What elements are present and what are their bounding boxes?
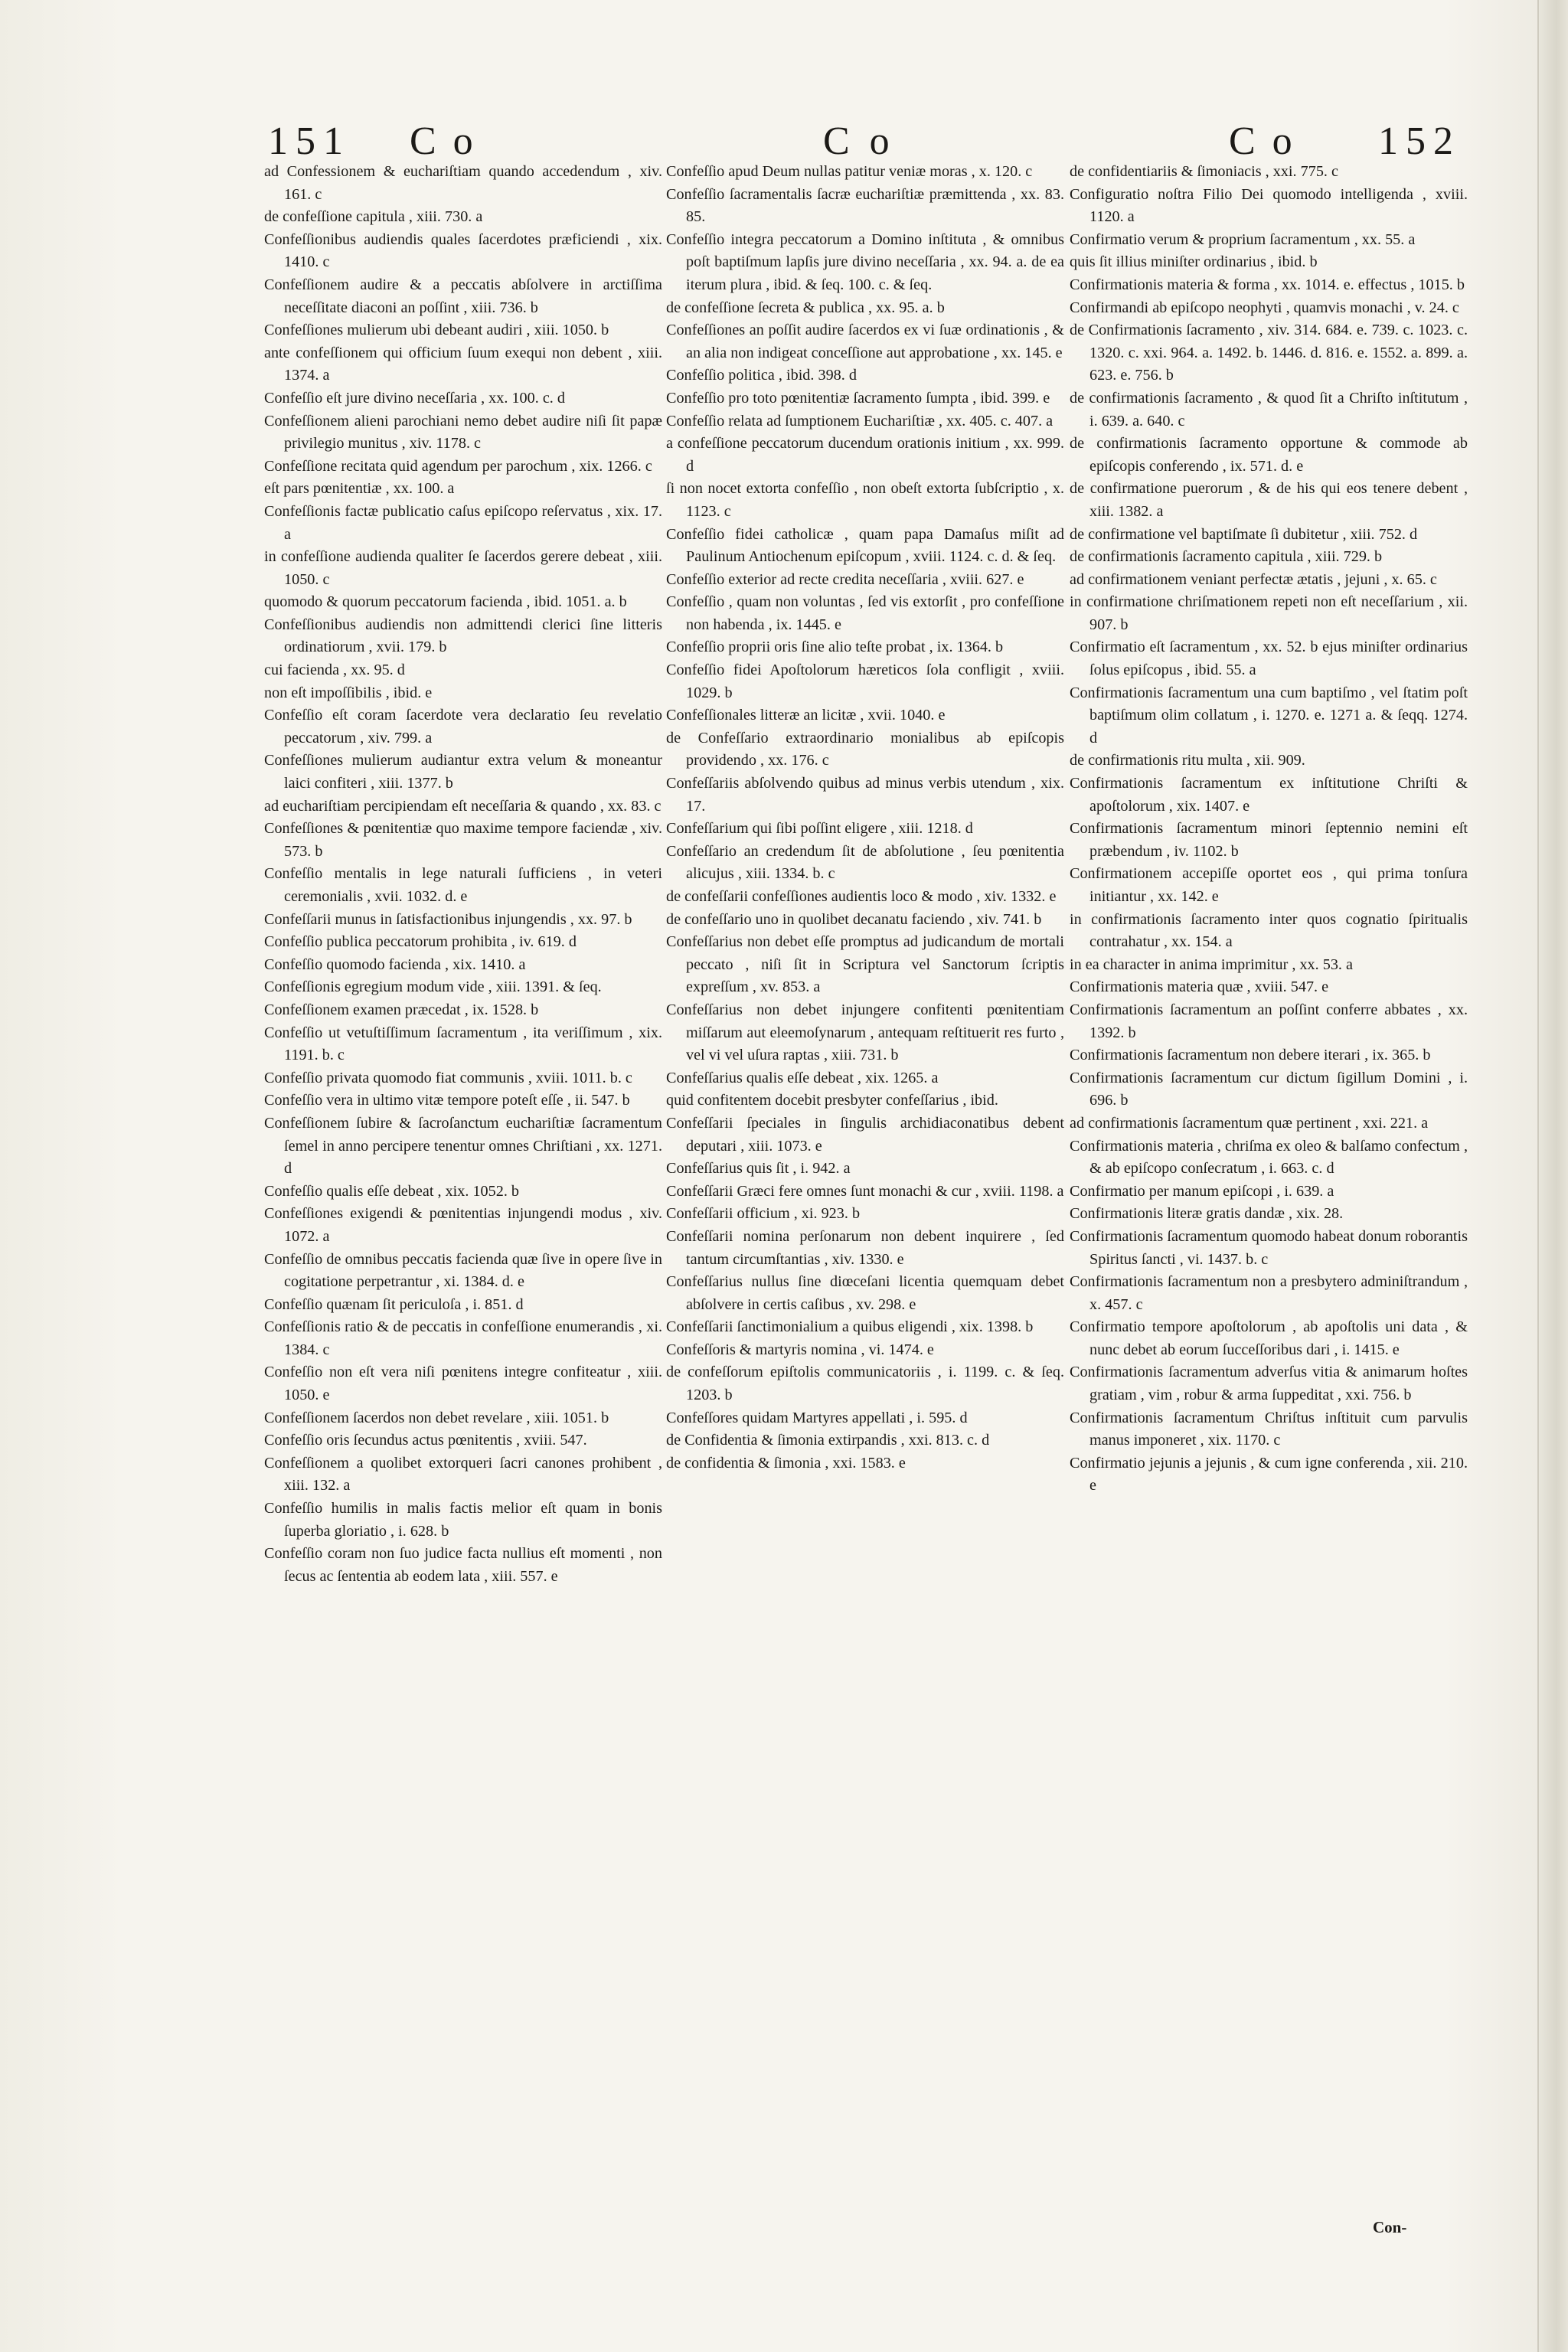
- index-entry: Confeſſiones mulierum audiantur extra velum & moneantur laici confiteri , xiii. 1377. b: [264, 752, 662, 792]
- index-entry: Confirmatio tempore apoſtolorum , ab apoſtolis uni data , & nunc debet ab eorum ſucceſſoribus dari , i. 1415. e: [1070, 1318, 1468, 1358]
- index-entry: Confirmationis materia & forma , xx. 1014. e. effectus , 1015. b: [1070, 276, 1465, 293]
- index-entry: Confeſſione recitata quid agendum per parochum , xix. 1266. c: [264, 457, 652, 475]
- index-entry: Confeſſio relata ad ſumptionem Euchariſtiæ , xx. 405. c. 407. a: [666, 412, 1054, 430]
- index-entry: non eſt impoſſibilis , ibid. e: [264, 684, 433, 701]
- index-entry: de confirmationis ſacramento opportune & commode ab epiſcopis conferendo , ix. 571. d. e: [1070, 435, 1468, 475]
- index-entry: Confeſſio qualis eſſe debeat , xix. 1052. b: [264, 1182, 520, 1200]
- index-entry: Confeſſionem a quolibet extorqueri ſacri canones prohibent , xiii. 132. a: [264, 1454, 662, 1494]
- index-entry: Confeſſiones & pœnitentiæ quo maxime tempore faciendæ , xiv. 573. b: [264, 820, 662, 860]
- index-entry: ad euchariſtiam percipiendam eſt neceſſaria & quando , xx. 83. c: [264, 797, 662, 815]
- index-entry: Confirmatio eſt ſacramentum , xx. 52. b ejus miniſter ordinarius ſolus epiſcopus , ibid. 55. a: [1070, 639, 1468, 679]
- index-entry: Confeſſarium qui ſibi poſſint eligere , xiii. 1218. d: [666, 820, 973, 838]
- index-entry: Confeſſio ut vetuſtiſſimum ſacramentum , ita veriſſimum , xix. 1191. b. c: [264, 1024, 662, 1064]
- index-entry: Confeſſio quænam ſit periculoſa , i. 851. d: [264, 1295, 524, 1313]
- index-entry: de confirmationis ſacramento capitula , xiii. 729. b: [1070, 548, 1383, 566]
- index-entry: Confeſſionem ſubire & ſacroſanctum euchariſtiæ ſacramentum ſemel in anno percipere tenentur omnes Chriſtiani , xx. 1271. d: [264, 1114, 662, 1178]
- index-entry: ad confirmationem veniant perfectæ ætatis , jejuni , x. 65. c: [1070, 570, 1437, 588]
- index-entry: Confeſſario an credendum ſit de abſolutione , ſeu pœnitentia alicujus , xiii. 1334. b. c: [666, 842, 1064, 883]
- index-entry: Confirmationis materia quæ , xviii. 547. e: [1070, 978, 1329, 996]
- index-entry: Confeſſio mentalis in lege naturali ſufficiens , in veteri ceremonialis , xvii. 1032. d. e: [264, 865, 662, 905]
- index-entry: de confirmationis ſacramento , & quod ſit a Chriſto inſtitutum , i. 639. a. 640. c: [1070, 389, 1468, 430]
- index-entry: de confeſſorum epiſtolis communicatoriis , i. 1199. c. & ſeq. 1203. b: [666, 1364, 1064, 1404]
- index-entry: Confirmationis ſacramentum ex inſtitutione Chriſti & apoſtolorum , xix. 1407. e: [1070, 775, 1468, 815]
- index-column-1: [264, 161, 662, 1588]
- index-entry: de Confirmationis ſacramento , xiv. 314. 684. e. 739. c. 1023. c. 1320. c. xxi. 964. a. 1492. b. 1446. d. 816. e. 1552. a. 899. a. 623. e. 756. b: [1070, 322, 1468, 384]
- index-entry: ante confeſſionem qui officium ſuum exequi non debent , xiii. 1374. a: [264, 344, 662, 384]
- index-entry: Confeſſio exterior ad recte credita neceſſaria , xviii. 627. e: [666, 570, 1024, 588]
- index-entry: Confeſſionales litteræ an licitæ , xvii. 1040. e: [666, 707, 946, 724]
- index-entry: de Confeſſario extraordinario monialibus ab epiſcopis providendo , xx. 176. c: [666, 729, 1064, 769]
- index-entry: Confeſſarii ſpeciales in ſingulis archidiaconatibus debent deputari , xiii. 1073. e: [666, 1114, 1064, 1155]
- index-entry: de confeſſione ſecreta & publica , xx. 95. a. b: [666, 299, 945, 316]
- index-entry: ſi non nocet extorta confeſſio , non obeſt extorta ſubſcriptio , x. 1123. c: [666, 480, 1064, 520]
- index-entry: Confeſſio vera in ultimo vitæ tempore poteſt eſſe , ii. 547. b: [264, 1092, 630, 1109]
- index-entry: Confirmationis ſacramentum non a presbytero adminiſtrandum , x. 457. c: [1070, 1273, 1468, 1313]
- index-entry: Confeſſio de omnibus peccatis facienda quæ ſive in opere ſive in cogitatione perpetrantur , xi. 1384. d. e: [264, 1250, 662, 1291]
- index-entry: Confirmationis literæ gratis dandæ , xix. 28.: [1070, 1205, 1344, 1223]
- index-entry: Confeſſarius quis ſit , i. 942. a: [666, 1160, 851, 1178]
- index-entry: Confeſſariis abſolvendo quibus ad minus verbis utendum , xix. 17.: [666, 775, 1064, 815]
- center-running-head: Co: [823, 119, 910, 163]
- index-entry: Confeſſio eſt coram ſacerdote vera declaratio ſeu revelatio peccatorum , xiv. 799. a: [264, 707, 662, 746]
- index-entry: de Confidentia & ſimonia extirpandis , xxi. 813. c. d: [666, 1432, 990, 1449]
- index-entry: de confidentia & ſimonia , xxi. 1583. e: [666, 1454, 906, 1472]
- index-entry: Confeſſio proprii oris ſine alio teſte probat , ix. 1364. b: [666, 639, 1004, 656]
- index-entry: Confeſſionis factæ publicatio caſus epiſcopo reſervatus , xix. 17. a: [264, 502, 662, 543]
- index-entry: Confeſſiones mulierum ubi debeant audiri , xiii. 1050. b: [264, 322, 609, 339]
- index-entry: Confirmationis ſacramentum an poſſint conferre abbates , xx. 1392. b: [1070, 1001, 1468, 1041]
- page-edge: [1537, 0, 1568, 2352]
- index-column-3: [1070, 161, 1468, 1498]
- index-entry: de confidentiariis & ſimoniacis , xxi. 775. c: [1070, 163, 1338, 180]
- index-entry: Confeſſio humilis in malis factis melior eſt quam in bonis ſuperba gloriatio , i. 628. b: [264, 1500, 662, 1540]
- index-entry: Confeſſionis egregium modum vide , xiii. 1391. & ſeq.: [264, 978, 602, 996]
- index-entry: Confeſſarii Græci fere omnes ſunt monachi & cur , xviii. 1198. a: [666, 1182, 1064, 1200]
- index-entry: Confirmatio jejunis a jejunis , & cum igne conferenda , xii. 210. e: [1070, 1454, 1468, 1494]
- index-entry: Confeſſio fidei Apoſtolorum hæreticos ſola confligit , xviii. 1029. b: [666, 662, 1064, 701]
- index-entry: Confeſſarius non debet eſſe promptus ad judicandum de mortali peccato , niſi ſit in Scriptura vel Sanctorum ſcriptis expreſſum , xv. 853. a: [666, 933, 1064, 996]
- index-entry: Confeſſio pro toto pœnitentiæ ſacramento ſumpta , ibid. 399. e: [666, 389, 1050, 407]
- index-entry: de confirmatione vel baptiſmate ſi dubitetur , xiii. 752. d: [1070, 525, 1418, 543]
- index-entry: Confeſſarii nomina perſonarum non debent inquirere , ſed tantum circumſtantias , xiv. 1330. e: [666, 1227, 1064, 1268]
- right-page-number: 152: [1378, 119, 1461, 163]
- index-entry: Confeſſio ſacramentalis ſacræ euchariſtiæ præmittenda , xx. 83. 85.: [666, 185, 1064, 226]
- index-entry: in confirmationis ſacramento inter quos cognatio ſpiritualis contrahatur , xx. 154. a: [1070, 910, 1468, 951]
- index-entry: Confirmatio verum & proprium ſacramentum , xx. 55. a: [1070, 230, 1416, 248]
- index-entry: Confeſſio quomodo facienda , xix. 1410. a: [264, 956, 526, 973]
- index-entry: de confirmatione puerorum , & de his qui eos tenere debent , xiii. 1382. a: [1070, 480, 1468, 520]
- index-entry: Confeſſio coram non ſuo judice facta nullius eſt momenti , non ſecus ac ſententia ab eodem lata , xiii. 557. e: [264, 1545, 662, 1585]
- index-entry: Confirmationis ſacramentum minori ſeptennio nemini eſt præbendum , iv. 1102. b: [1070, 820, 1468, 860]
- index-entry: de confeſſario uno in quolibet decanatu faciendo , xiv. 741. b: [666, 910, 1042, 928]
- index-entry: ad confirmationis ſacramentum quæ pertinent , xxi. 221. a: [1070, 1114, 1429, 1132]
- index-entry: Confeſſarius qualis eſſe debeat , xix. 1265. a: [666, 1069, 939, 1086]
- index-entry: cui facienda , xx. 95. d: [264, 662, 405, 679]
- index-entry: Confeſſiones an poſſit audire ſacerdos ex vi ſuæ ordinationis , & an alia non indigeat conceſſione aut approbatione , xx. 145. e: [666, 322, 1064, 361]
- index-entry: quid confitentem docebit presbyter confeſſarius , ibid.: [666, 1092, 998, 1109]
- index-entry: Confirmandi ab epiſcopo neophyti , quamvis monachi , v. 24. c: [1070, 299, 1459, 316]
- index-entry: de confeſſione capitula , xiii. 730. a: [264, 208, 483, 226]
- index-entry: quis ſit illius miniſter ordinarius , ibid. b: [1070, 253, 1318, 271]
- index-entry: Confeſſarius non debet injungere confitenti pœnitentiam miſſarum aut eleemoſynarum , antequam reſtituerit res furto , vel vi vel uſura raptas , xiii. 731. b: [666, 1001, 1064, 1064]
- index-entry: Confirmationis materia , chriſma ex oleo & balſamo confectum , & ab epiſcopo conſecratum , i. 663. c. d: [1070, 1137, 1468, 1178]
- index-entry: Confirmatio per manum epiſcopi , i. 639. a: [1070, 1182, 1334, 1200]
- index-entry: in confeſſione audienda qualiter ſe ſacerdos gerere debeat , xiii. 1050. c: [264, 548, 662, 588]
- index-entry: Configuratio noſtra Filio Dei quomodo intelligenda , xviii. 1120. a: [1070, 185, 1468, 226]
- catchword: Con-: [1373, 2218, 1407, 2236]
- index-entry: Confeſſores quidam Martyres appellati , i. 595. d: [666, 1409, 968, 1426]
- index-entry: Confeſſionibus audiendis quales ſacerdotes præficiendi , xix. 1410. c: [264, 230, 662, 271]
- index-entry: in ea character in anima imprimitur , xx. 53. a: [1070, 956, 1353, 973]
- index-entry: Confirmationis ſacramentum non debere iterari , ix. 365. b: [1070, 1047, 1431, 1064]
- right-running-head: Co: [1229, 119, 1309, 163]
- index-entry: Confeſſoris & martyris nomina , vi. 1474. e: [666, 1341, 934, 1358]
- left-page-number: 151: [268, 119, 351, 163]
- index-entry: Confeſſio privata quomodo fiat communis , xviii. 1011. b. c: [264, 1069, 632, 1086]
- index-entry: Confeſſio politica , ibid. 398. d: [666, 367, 857, 384]
- index-entry: Confirmationem accepiſſe oportet eos , qui prima tonſura initiantur , xx. 142. e: [1070, 865, 1468, 905]
- index-entry: Confirmationis ſacramentum Chriſtus inſtituit cum parvulis manus imponeret , xix. 1170. c: [1070, 1409, 1468, 1449]
- index-entry: Confeſſio non eſt vera niſi pœnitens integre confiteatur , xiii. 1050. e: [264, 1364, 662, 1404]
- index-entry: Confeſſarius nullus ſine diœceſani licentia quemquam debet abſolvere in certis caſibus , xv. 298. e: [666, 1273, 1064, 1313]
- index-entry: Confeſſio oris ſecundus actus pœnitentis , xviii. 547.: [264, 1432, 587, 1449]
- index-entry: Confeſſionem audire & a peccatis abſolvere in arctiſſima neceſſitate diaconi an poſſint , xiii. 736. b: [264, 276, 662, 316]
- index-entry: Confirmationis ſacramentum quomodo habeat donum roborantis Spiritus ſancti , vi. 1437. b. c: [1070, 1227, 1468, 1268]
- index-entry: de confirmationis ritu multa , xii. 909.: [1070, 752, 1305, 769]
- index-entry: Confeſſionem alieni parochiani nemo debet audire niſi ſit papæ privilegio munitus , xiv. 1178. c: [264, 412, 662, 452]
- left-running-head: Co: [410, 119, 490, 163]
- index-entry: in confirmatione chriſmationem repeti non eſt neceſſarium , xii. 907. b: [1070, 593, 1468, 633]
- index-entry: Confeſſio fidei catholicæ , quam papa Damaſus miſit ad Paulinum Antiochenum epiſcopum , xviii. 1124. c. d. & ſeq.: [666, 525, 1064, 566]
- index-entry: ad Confessionem & euchariſtiam quando accedendum , xiv. 161. c: [264, 163, 662, 203]
- index-entry: quomodo & quorum peccatorum facienda , ibid. 1051. a. b: [264, 593, 627, 611]
- index-entry: Confeſſionem ſacerdos non debet revelare , xiii. 1051. b: [264, 1409, 609, 1426]
- index-entry: Confeſſio integra peccatorum a Domino inſtituta , & omnibus poſt baptiſmum lapſis jure divino neceſſaria , xx. 94. a. de ea iterum plura , ibid. & ſeq. 100. c. & ſeq.: [666, 230, 1064, 293]
- index-entry: de confeſſarii confeſſiones audientis loco & modo , xiv. 1332. e: [666, 888, 1057, 905]
- index-entry: Confeſſionibus audiendis non admittendi clerici ſine litteris ordinatiorum , xvii. 179. b: [264, 616, 662, 656]
- index-entry: Confeſſio publica peccatorum prohibita , iv. 619. d: [264, 933, 577, 951]
- index-entry: Confeſſiones exigendi & pœnitentias injungendi modus , xiv. 1072. a: [264, 1205, 662, 1245]
- index-entry: Confeſſio eſt jure divino neceſſaria , xx. 100. c. d: [264, 389, 565, 407]
- index-column-2: [666, 161, 1064, 1475]
- index-entry: Confeſſarii ſanctimonialium a quibus eligendi , xix. 1398. b: [666, 1318, 1034, 1336]
- index-entry: eſt pars pœnitentiæ , xx. 100. a: [264, 480, 455, 498]
- index-entry: Confeſſio apud Deum nullas patitur veniæ moras , x. 120. c: [666, 163, 1033, 180]
- index-entry: Confeſſionis ratio & de peccatis in confeſſione enumerandis , xi. 1384. c: [264, 1318, 662, 1358]
- index-entry: Confirmationis ſacramentum una cum baptiſmo , vel ſtatim poſt baptiſmum olim collatum , i. 1270. e. 1271 a. & ſeqq. 1274. d: [1070, 684, 1468, 746]
- index-entry: Confeſſionem examen præcedat , ix. 1528. b: [264, 1001, 539, 1018]
- index-entry: Confirmationis ſacramentum adverſus vitia & animarum hoſtes gratiam , vim , robur & arma ſuppeditat , xxi. 756. b: [1070, 1364, 1468, 1404]
- index-entry: Confirmationis ſacramentum cur dictum ſigillum Domini , i. 696. b: [1070, 1069, 1468, 1109]
- index-entry: Confeſſarii munus in ſatisfactionibus injungendis , xx. 97. b: [264, 910, 632, 928]
- index-entry: Confeſſio , quam non voluntas , ſed vis extorſit , pro confeſſione non habenda , ix. 1445. e: [666, 593, 1064, 633]
- index-entry: Confeſſarii officium , xi. 923. b: [666, 1205, 861, 1223]
- index-entry: a confeſſione peccatorum ducendum orationis initium , xx. 999. d: [666, 435, 1064, 475]
